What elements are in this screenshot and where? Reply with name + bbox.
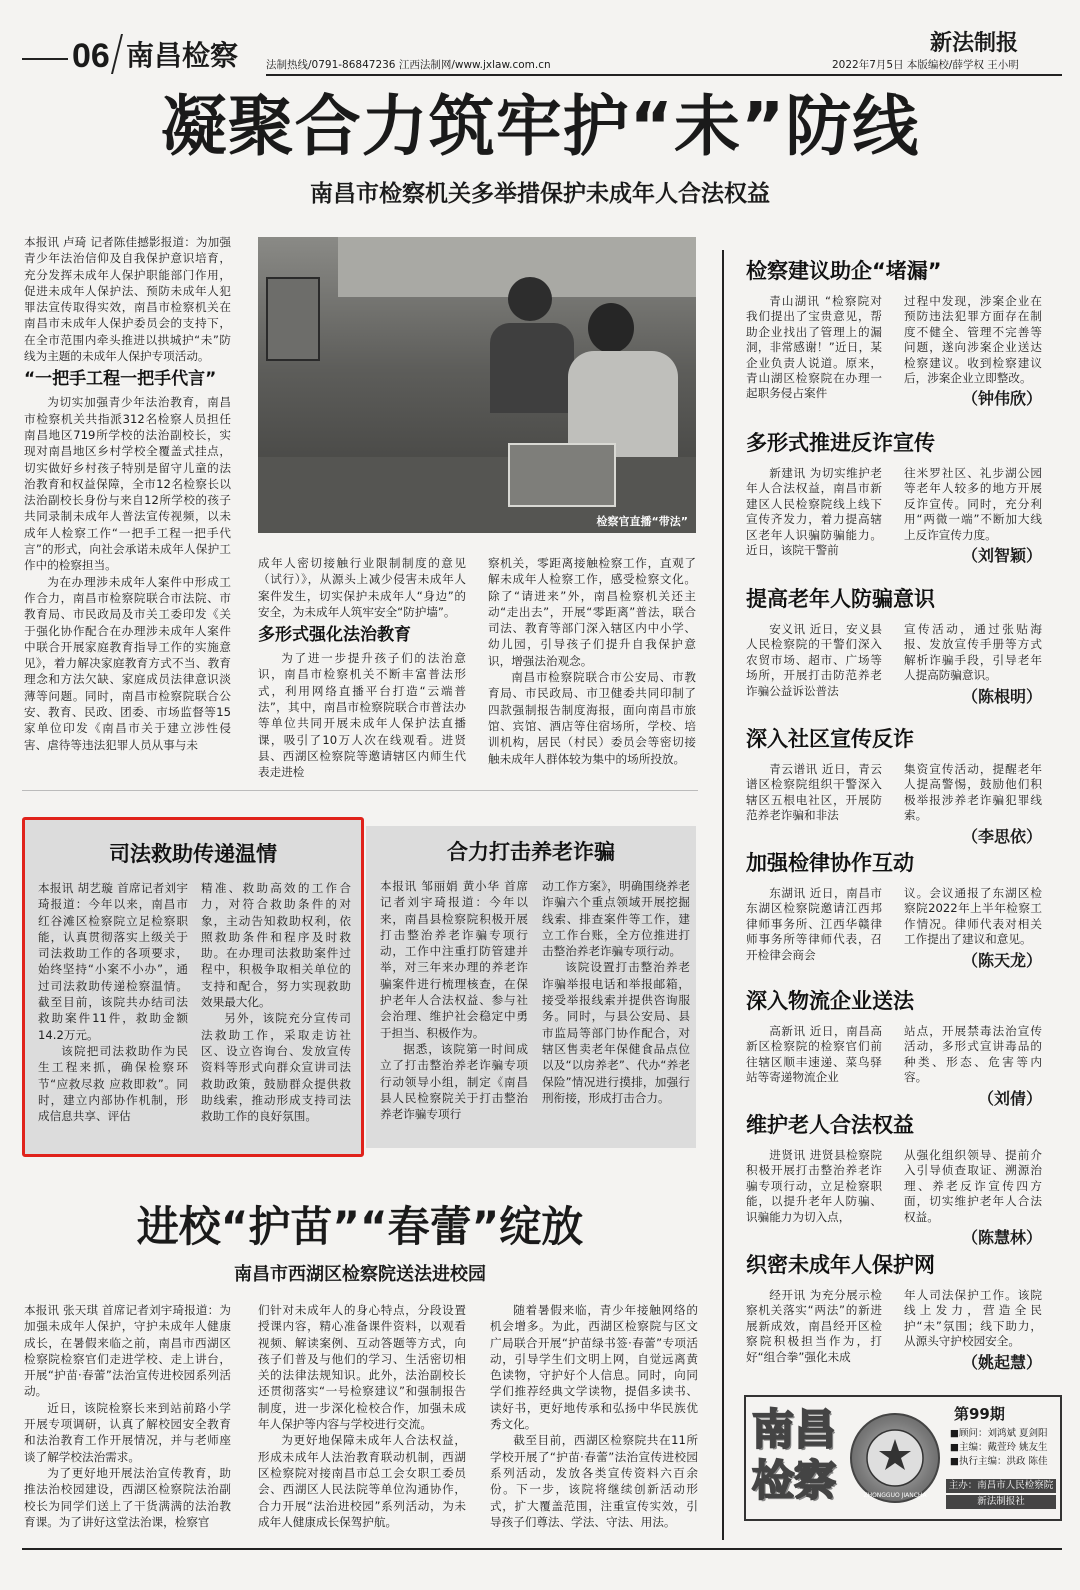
header-rule [266,74,1062,76]
brief-title: 提高老年人防骗意识 [746,587,935,611]
header-contact: 法制热线/0791-86847236 江西法制网/www.jxlaw.com.cn [266,59,551,71]
brief-column [746,622,882,720]
brief-author: （刘智颖） [961,546,1042,566]
brief-column [746,762,882,842]
brief-column [746,886,882,982]
brief-author: （钟伟欣） [961,389,1042,409]
main-column-1 [24,234,231,764]
right-column-divider [722,250,724,1540]
seal-icon [852,1415,938,1501]
logo-line-2: 检察 [752,1456,837,1505]
brief-paragraph: 进贤讯 进贤县检察院积极开展打击整治养老诈骗专项行动，立足检察职能，以提升老年人防骗、识骗能力为切入点， [746,1148,882,1224]
brief-title: 深入物流企业送法 [746,989,914,1013]
bottom-paragraph: 本报讯 张天琪 首席记者刘宇琦报道：为加强未成年人保护，守护未成年人健康成长，在暑假来临之前，南昌市西湖区检察院检察官们走进学校、走上讲台，开展“护苗·春蕾”法治宣传进校园系列活动。 [24,1303,231,1399]
credit-line: ■顾问：刘鸿斌 夏剑阳 [950,1428,1048,1439]
box-paragraph: 本报讯 胡艺璇 首席记者刘宇琦报道：今年以来，南昌市红谷滩区检察院立足检察职能，认真贯彻落实上级关于司法救助工作的各项要求，始终坚持“小案不小办”，通过司法救助传递检察温情。截至目前，该院共办结司法救助案件11件，救助金额14.2万元。 [38,881,188,1042]
main-subhead-1: “一把手工程一把手代言” [24,369,217,390]
main-paragraph: 察机关，零距离接触检察工作，直观了解未成年人检察工作，感受检察文化。除了“请进来”外，南昌检察机关还主动“走出去”，开展“零距离”普法，联合司法、教育等部门深入辖区内中小学、幼儿园，引导孩子们提升自我保护意识，增强法治观念。 [488,556,696,668]
page-header [22,30,1062,78]
brief-title: 多形式推进反诈宣传 [746,431,935,455]
bottom-subheadline: 南昌市西湖区检察院送法进校园 [234,1264,486,1285]
brief-author: （陈慧林） [961,1228,1042,1248]
box-paragraph: 据悉，该院第一时间成立了打击整治养老诈骗专项行动领导小组，制定《南昌县人民检察院关于打击整治养老诈骗专项行 [380,1041,528,1122]
main-lead-paragraph: 本报讯 卢琦 记者陈佳撼影报道：为加强青少年法治信仰及自我保护意识培育，充分发挥未成年人保护职能部门作用，促进未成年人保护法、预防未成年人犯罪法宣传取得实效，南昌市检察机关在南昌市未成年人保护委员会的支持下，在全市范围内牵头推进以拱城护“未”防线为主题的未成年人保护专项活动。 [24,235,231,364]
issue-number: 第99期 [954,1405,1005,1423]
procuratorate-seal [850,1413,940,1503]
main-paragraph: 为切实加强青少年法治教育，南昌市检察机关共指派312名检察人员担任南昌地区719所学校的法治副校长，实现对南昌地区乡村学校全覆盖式挂点，切实做好乡村孩子特别是留守儿童的法治教育和权益保障，全市12名检察长以法治副校长身份与来自12所学校的孩子共同录制未成年人普法宣传视频，以未成年人检察工作“一把手工程一把手代言”的形式，向社会承诺未成年人保护工作中的检察担当。 [24,395,231,573]
bottom-paragraph: 截至目前，西湖区检察院共在11所学校开展了“护苗·春蕾”法治宣传进校园系列活动，发放各类宣传资料六百余份。下一步，该院将继续创新活动形式，扩大覆盖范围，注重宣传实效，引导孩子们尊法、学法、守法、用法。 [490,1433,698,1529]
bottom-paragraph: 们针对未成年人的身心特点，分段设置授课内容，精心准备课件资料，以观看视频、解读案例、互动答题等方式，向孩子们普及与他们的学习、生活密切相关的法律法规知识。此外，法治副校长还贯彻落实“一号检察建议”和强制报告制度，进一步深化检校合作，加强未成年人保护等内容与学校进行交流。 [258,1303,466,1432]
brief-title: 加强检律协作互动 [746,851,914,875]
article-box-elderly-fraud [366,826,696,1148]
main-headline: 凝聚合力筑牢护“未”防线 [160,88,920,165]
bottom-column-1 [24,1302,231,1530]
box-column [38,880,188,1146]
brief-column [746,294,882,412]
credit-line: ■主编：戴萱玲 姚友生 [950,1442,1048,1453]
article-box-judicial-aid [22,817,364,1157]
box-column [380,878,528,1140]
brief-author: （李思依） [961,826,1042,846]
brief-paragraph: 新建讯 为切实维护老年人合法权益，南昌市新建区人民检察院线上线下宣传齐发力，着力提高辖区老年人识骗防骗能力。近日，该院干警前 [746,466,882,558]
masthead-logo [752,1405,844,1513]
box-paragraph: 精准、救助高效的工作合力，对符合救助条件的对象，主动告知救助权利，依照救助条件和程序及时救助。在办理司法救助案件过程中，积极争取相关单位的支持和配合，努力实现救助效果最大化。 [201,881,351,1010]
article-photo [258,237,696,533]
box-paragraph: 该院把司法救助作为民生工程来抓，确保检察环节“应救尽救 应救即救”。同时，建立内部协作机制，形成信息共享、评估 [38,1043,188,1124]
brief-paragraph: 议。会议通报了东湖区检察院2022年上半年检察工作情况。律师代表对相关工作提出了建议和意见。 [904,886,1042,947]
brief-paragraph: 青云谱讯 近日，青云谱区检察院组织干警深入辖区五根电社区，开展防范养老诈骗和非法 [746,762,882,823]
credit-line: ■执行主编：洪政 陈佳 [950,1456,1048,1467]
bottom-paragraph: 为了更好地开展法治宣传教育，助推法治校园建设，西湖区检察院法治副校长为同学们送上了干货满满的法治教育课。为了讲好这堂法治课，检察官 [24,1465,231,1529]
brief-paragraph: 往米罗社区、礼步湖公园等老年人较多的地方开展反诈宣传。同时，充分利用“两微一端”不断加大线上反诈宣传力度。 [904,466,1042,542]
brief-paragraph: 过程中发现，涉案企业在预防违法犯罪方面存在制度不健全、管理不完善等问题，遂向涉案企业送达检察建议。收到检察建议后，涉案企业立即整改。 [904,294,1042,386]
brief-title: 维护老人合法权益 [746,1113,914,1137]
seal-text: ZHONGGUO JIANCHA [863,1492,927,1499]
brief-column [746,1288,882,1380]
bottom-column-3 [490,1302,698,1530]
photo-person-female [588,303,634,353]
bottom-headline: 进校“护苗”“春蕾”绽放 [136,1202,584,1251]
brief-author: （陈天龙） [961,950,1042,970]
main-subhead-2: 多形式强化法治教育 [258,625,411,646]
brief-author: （陈根明） [961,686,1042,706]
brief-column [904,1024,1042,1110]
photo-caption: 检察官直播“带法” [596,515,688,528]
main-subheadline: 南昌市检察机关多举措保护未成年人合法权益 [310,181,770,207]
brief-paragraph: 宣传活动，通过张贴海报、发放宣传手册等方式解析诈骗手段，引导老年人提高防骗意识。 [904,622,1042,683]
bottom-paragraph: 随着暑假来临，青少年接触网络的机会增多。为此，西湖区检察院与区文广局联合开展“护苗绿书签·春蕾”专项活动，引导学生们文明上网，自觉远离黄色读物，守护好个人信息。同时，向同学们推荐经典文学读物，提倡多读书、读好书，更好地传承和弘扬中华民族优秀文化。 [490,1303,698,1432]
photo-display-box [508,443,616,507]
sponsor-2: 新法制报社 [946,1495,1056,1509]
brief-column [746,1148,882,1244]
box-column [542,878,690,1140]
brief-paragraph: 站点，开展禁毒法治宣传活动，多形式宣讲毒品的种类、形态、危害等内容。 [904,1024,1042,1085]
section-title: 南昌检察 [126,39,239,72]
masthead-box [744,1395,1062,1521]
main-paragraph: 成年人密切接触行业限制制度的意见（试行）》，从源头上减少侵害未成年人案件发生，切实保护未成年人“身边”的安全，为未成年人筑牢安全“防护墙”。 [258,556,466,619]
bottom-paragraph: 为更好地保障未成年人合法权益，形成未成年人法治教育联动机制，西湖区检察院对接南昌市总工会女职工委员会、西湖区人民法院等单位沟通协作，合力开展“法治进校园”系列活动，为未成年人健康成长保驾护航。 [258,1433,466,1529]
main-paragraph: 南昌市检察院联合市公安局、市教育局、市民政局、市卫健委共同印制了四款强制报告制度海报，面向南昌市旅馆、宾馆、酒店等住宿场所，学校、培训机构，居民（村民）委员会等密切接触未成年人群体较为集中的场所投放。 [488,670,696,766]
photo-person-male-body [490,323,574,413]
header-date-editor: 2022年7月5日 本版编校/薛学权 王小明 [832,59,1019,71]
newspaper-name: 新法制报 [930,30,1019,56]
photo-person-male [508,277,552,321]
brief-title: 检察建议助企“堵漏” [746,259,942,283]
brief-paragraph: 高新讯 近日，南昌高新区检察院的检察官们前往辖区顺丰速递、菜鸟驿站等寄递物流企业 [746,1024,882,1085]
box-title: 司法救助传递温情 [109,842,277,866]
header-slash [111,34,123,74]
box-paragraph: 另外，该院充分宣传司法救助工作，采取走访社区、设立咨询台、发放宣传资料等形式向群众宣讲司法救助政策，鼓励群众提供救助线索，推动形成支持司法救助工作的良好氛围。 [201,1011,351,1124]
brief-column [904,294,1042,412]
brief-column [904,886,1042,982]
box-paragraph: 该院设置打击整治养老诈骗举报电话和举报邮箱，接受举报线索并提供咨询服务。同时，与县公安局、县市监局等部门协作配合，对辖区售卖老年保健食品点位以及“以房养老”、代办“养老保险”情况进行摸排，加强行刑衔接，形成打击合力。 [542,960,690,1105]
box-paragraph: 动工作方案》，明确围绕养老诈骗六个重点领域开展挖掘线索、排查案件等工作，建立工作台账，全方位推进打击整治养老诈骗专项行动。 [542,879,690,959]
brief-paragraph: 从强化组织领导、提前介入引导侦查取证、溯源治理、养老反诈宣传四方面，切实维护老年人合法权益。 [904,1148,1042,1224]
photo-screen [266,277,320,361]
brief-paragraph: 东湖讯 近日，南昌市东湖区检察院邀请江西邦律师事务所、江西华赣律师事务所等律师代表，召开检律会商会 [746,886,882,962]
brief-paragraph: 青山湖讯 “检察院对我们提出了宝贵意见，帮助企业找出了管理上的漏洞，非常感谢！”近日，某企业负责人说道。原来，青山湖区检察院在办理一起职务侵占案件 [746,294,882,401]
brief-column [904,1148,1042,1248]
brief-author: （姚起慧） [961,1352,1042,1372]
sponsor-1: 主办：南昌市人民检察院 [946,1479,1056,1493]
brief-column [904,762,1042,846]
main-paragraph: 为了进一步提升孩子们的法治意识，南昌市检察机关不断丰富普法形式，利用网络直播平台打造“云端普法”，其中，南昌市检察院联合市普法办等单位共同开展未成年人保护法直播课，吸引了10万人次在线观看。进贤县、西湖区检察院等邀请辖区内师生代表走进检 [258,651,466,780]
bottom-column-2 [258,1302,466,1530]
main-column-2 [258,555,466,780]
brief-title: 织密未成年人保护网 [746,1253,935,1277]
page-bottom-rule [22,1548,1062,1550]
box-column [201,880,351,1146]
brief-column [904,622,1042,720]
brief-paragraph: 经开讯 为充分展示检察机关落实“两法”的新进展新成效，南昌经开区检察院积极担当作为，打好“组合拳”强化未成 [746,1288,882,1364]
main-column-3 [488,555,696,765]
box-title: 合力打击养老诈骗 [447,840,615,864]
logo-line-1: 南昌 [752,1405,837,1454]
brief-column [904,1288,1042,1380]
brief-paragraph: 安义讯 近日，安义县人民检察院的干警们深入农贸市场、超市、广场等场所，开展打击防范养老诈骗公益诉讼普法 [746,622,882,698]
page-number: 06 [72,37,110,75]
bottom-paragraph: 近日，该院检察长来到站前路小学开展专项调研，认真了解校园安全教育和法治教育工作开展情况，并与老师座谈了解学校法治需求。 [24,1400,231,1464]
brief-author: （刘倩） [977,1088,1042,1108]
box-paragraph: 本报讯 邹丽娟 黄小华 首席记者刘宇琦报道：今年以来，南昌县检察院积极开展打击整治养老诈骗专项行动，工作中注重打防管建并举，对三年来办理的养老诈骗案件进行梳理核查，在保护老年人合法权益、参与社会治理、维护社会稳定中勇于担当、积极作为。 [380,879,528,1040]
brief-column [746,1024,882,1110]
section-divider [22,790,698,791]
brief-title: 深入社区宣传反诈 [746,727,914,751]
brief-column [904,466,1042,584]
brief-paragraph: 年人司法保护工作。该院线上发力，营造全民护“未”氛围；线下助力，从源头守护校园安全。 [904,1288,1042,1349]
brief-column [746,466,882,584]
brief-paragraph: 集资宣传活动，提醒老年人提高警惕，鼓励他们积极举报涉养老诈骗犯罪线索。 [904,762,1042,823]
masthead-credits [950,1427,1048,1469]
main-paragraph: 为在办理涉未成年人案件中形成工作合力，南昌市检察院联合市法院、市教育局、市民政局及市关工委印发《关于强化协作配合在办理涉未成年人案件中联合开展家庭教育指导工作的实施意见》，着力解决家庭教育方式不当、教育理念和方法欠缺、家庭成员法律意识淡薄等问题。同时，南昌市检察院联合公安、教育、民政、团委、市场监督等15家单位印发《南昌市关于建立涉性侵害、虐待等违法犯罪人员从事与未 [24,574,231,752]
